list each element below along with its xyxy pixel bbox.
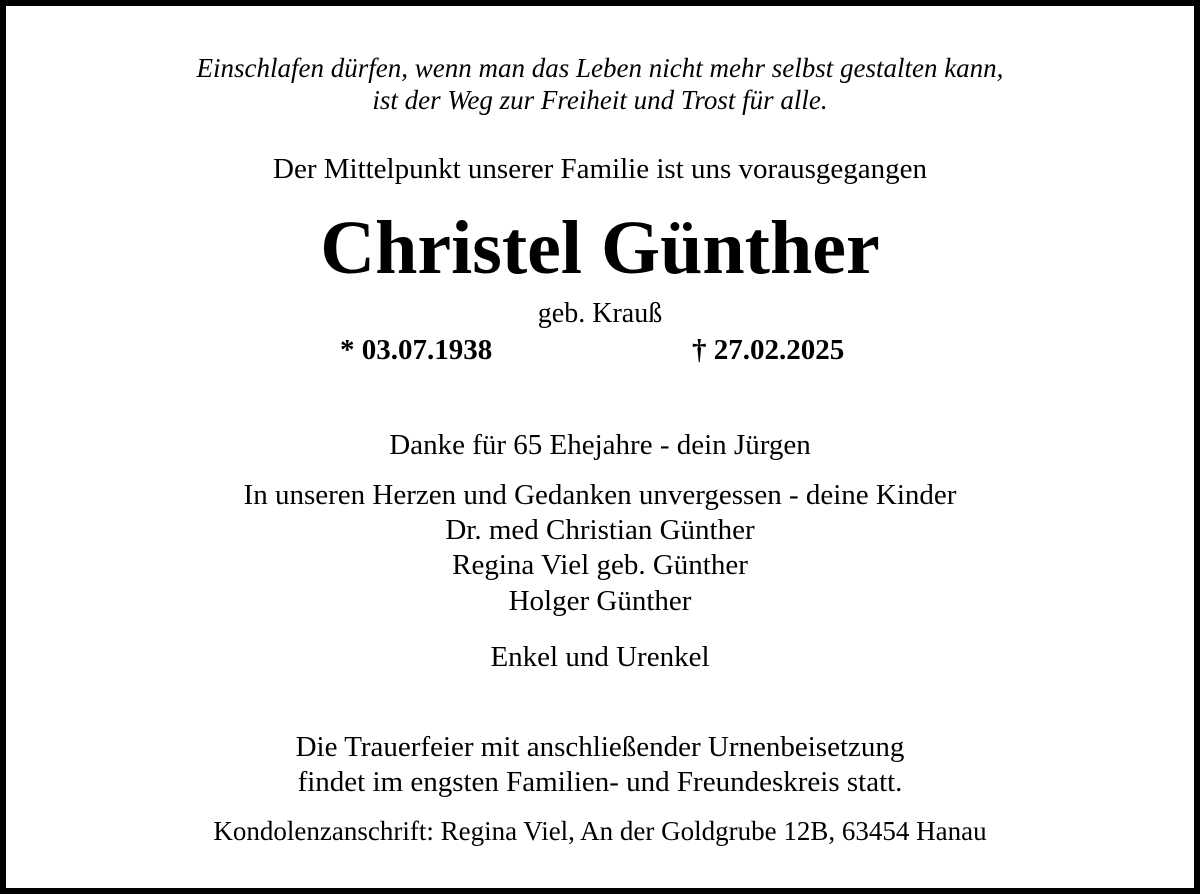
death-date: † 27.02.2025: [692, 334, 845, 366]
deceased-name: Christel Günther: [320, 206, 880, 290]
thanks-text: Danke für 65 Ehejahre - dein Jürgen: [389, 429, 811, 461]
intro-text: Der Mittelpunkt unserer Familie ist uns vorausgegangen: [273, 153, 927, 185]
grandchildren-text: Enkel und Urenkel: [490, 641, 710, 673]
motto-line-2: ist der Weg zur Freiheit und Trost für alle.: [372, 85, 828, 115]
birth-date: * 03.07.1938: [340, 334, 493, 366]
child-name: Regina Viel geb. Günther: [452, 549, 748, 581]
child-name: Holger Günther: [508, 585, 692, 617]
condolence-address: Kondolenzanschrift: Regina Viel, An der Goldgrube 12B, 63454 Hanau: [213, 816, 987, 846]
motto-line-1: Einschlafen dürfen, wenn man das Leben nicht mehr selbst gestalten kann,: [196, 53, 1004, 83]
children-heading: In unseren Herzen und Gedanken unvergessen - deine Kinder: [243, 479, 957, 511]
funeral-line-2: findet im engsten Familien- und Freundeskreis statt.: [297, 766, 903, 798]
child-name: Dr. med Christian Günther: [445, 514, 755, 546]
maiden-name: geb. Krauß: [537, 298, 663, 329]
funeral-line-1: Die Trauerfeier mit anschließender Urnenbeisetzung: [295, 731, 905, 763]
